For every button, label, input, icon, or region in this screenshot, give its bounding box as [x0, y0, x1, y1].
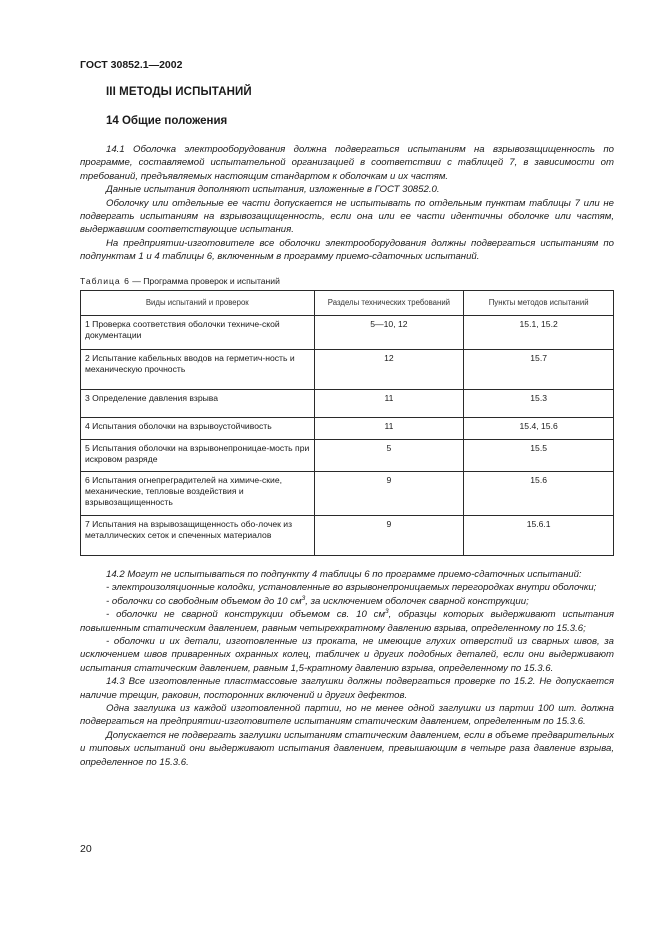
table-cell: 5—10, 12	[314, 316, 464, 350]
list-item: - оболочки и их детали, изготовленные из проката, не имеющие глухих отверстий из сварных швов, за исключением швов приваренных охранных колец, табличек и других подобных деталей, если они выдерживают испытания статическим давлением, равным 1,5-кратному давлению взрыва, определенному по 15.3.6.	[80, 636, 614, 674]
table-cell: 15.7	[464, 350, 614, 390]
list-item	[80, 595, 614, 608]
table-row	[81, 418, 614, 440]
table-row	[81, 350, 614, 390]
table-cell: 1 Проверка соответствия оболочки техниче-ской документации	[81, 316, 315, 350]
paragraph: Допускается не подвергать заглушки испытаниям статическим давлением, если в объеме предварительных и типовых испытаний они выдерживают испытания давлением, превышающим в четыре раза давление взрыва, определенное по 15.3.6.	[80, 729, 614, 768]
paragraph-14-3: 14.3 Все изготовленные пластмассовые заглушки должны подвергаться проверке по 15.2. Не допускается наличие трещин, раковин, посторонних включений и других дефектов.	[80, 676, 614, 701]
text: , образцы которых выдерживают испытания повышенным статическим давлением, равным четырехкратному давлению взрыва, определенному по 15.3.6;	[80, 609, 614, 634]
table-cell: 15.1, 15.2	[464, 316, 614, 350]
table-caption-text: — Программа проверок и испытаний	[129, 276, 280, 286]
list-item	[80, 608, 614, 635]
table-header-cell: Виды испытаний и проверок	[81, 291, 315, 316]
paragraph-14-1: 14.1 Оболочка электрооборудования должна подвергаться испытаниям на взрывозащищенность по программе, составляемой испытательной организацией в соответствии с таблицей 7, в зависимости от требований, предъявляемых настоящим стандартом к оболочкам и их частям.	[80, 144, 614, 182]
test-program-table	[80, 290, 614, 556]
paragraph: Одна заглушка из каждой изготовленной партии, но не менее одной заглушки из партии 100 шт. должна подвергаться на предприятии-изготовителе испытаниям статическим давлением, определенным по 15.3.6.	[80, 703, 614, 728]
table-header-row	[81, 291, 614, 316]
table-cell: 15.4, 15.6	[464, 418, 614, 440]
document-id: ГОСТ 30852.1—2002	[80, 59, 183, 71]
page-number: 20	[80, 843, 92, 855]
paragraph: Данные испытания дополняют испытания, изложенные в ГОСТ 30852.0.	[106, 184, 440, 196]
table-cell: 15.6	[464, 472, 614, 516]
table-cell: 15.3	[464, 390, 614, 418]
table-row	[81, 390, 614, 418]
table-cell: 15.5	[464, 440, 614, 472]
table-6	[80, 290, 614, 556]
table-cell: 9	[314, 472, 464, 516]
table-cell: 11	[314, 390, 464, 418]
table-header-cell: Разделы технических требований	[314, 291, 464, 316]
text: - оболочки со свободным объемом до 10 см	[106, 595, 302, 607]
table-row	[81, 316, 614, 350]
paragraph: На предприятии-изготовителе все оболочки электрооборудования должны подвергаться испытаниям по подпунктам 1 и 4 таблицы 6, включенным в программу приемо-сдаточных испытаний.	[80, 237, 614, 263]
table-caption	[80, 276, 280, 286]
section-title: III МЕТОДЫ ИСПЫТАНИЙ	[106, 86, 252, 98]
subsection-title: 14 Общие положения	[106, 115, 228, 127]
list-item: - электроизоляционные колодки, установленные во взрывонепроницаемых перегородках внутри оболочки;	[106, 582, 597, 594]
table-row	[81, 472, 614, 516]
table-caption-label: Таблица 6	[80, 276, 130, 286]
table-cell: 5	[314, 440, 464, 472]
superscript: 3	[301, 594, 306, 602]
table-row	[81, 440, 614, 472]
table-cell: 15.6.1	[464, 516, 614, 556]
table-cell: 11	[314, 418, 464, 440]
table-header-cell: Пункты методов испытаний	[464, 291, 614, 316]
text: - оболочки не сварной конструкции объемом св. 10 см	[106, 609, 386, 621]
table-cell: 7 Испытания на взрывозащищенность обо-лочек из металлических сеток и спеченных материалов	[81, 516, 315, 556]
intro-text	[80, 143, 614, 264]
table-cell: 3 Определение давления взрыва	[81, 390, 315, 418]
table-cell: 5 Испытания оболочки на взрывонепроницае-мость при искровом разряде	[81, 440, 315, 472]
table-cell: 12	[314, 350, 464, 390]
superscript: 3	[385, 608, 389, 616]
body-text	[80, 568, 614, 769]
text: , за исключением оболочек сварной конструкции;	[305, 595, 529, 607]
table-cell: 9	[314, 516, 464, 556]
paragraph-14-2: 14.2 Могут не испытываться по подпункту 4 таблицы 6 по программе приемо-сдаточных испытаний:	[106, 569, 582, 580]
paragraph: Оболочку или отдельные ее части допускается не испытывать по отдельным пунктам таблицы 7 или не подвергать испытаниям на взрывозащищенность, если она или ее части идентичны оболочке или частям, выдержавшим соответствующие испытания.	[80, 197, 614, 236]
table-cell: 2 Испытание кабельных вводов на герметич-ность и механическую прочность	[81, 350, 315, 390]
table-cell: 4 Испытания оболочки на взрывоустойчивость	[81, 418, 315, 440]
table-row	[81, 516, 614, 556]
table-cell: 6 Испытания огнепреградителей на химиче-ские, механические, тепловые воздействия и взрывозащищенность	[81, 472, 315, 516]
